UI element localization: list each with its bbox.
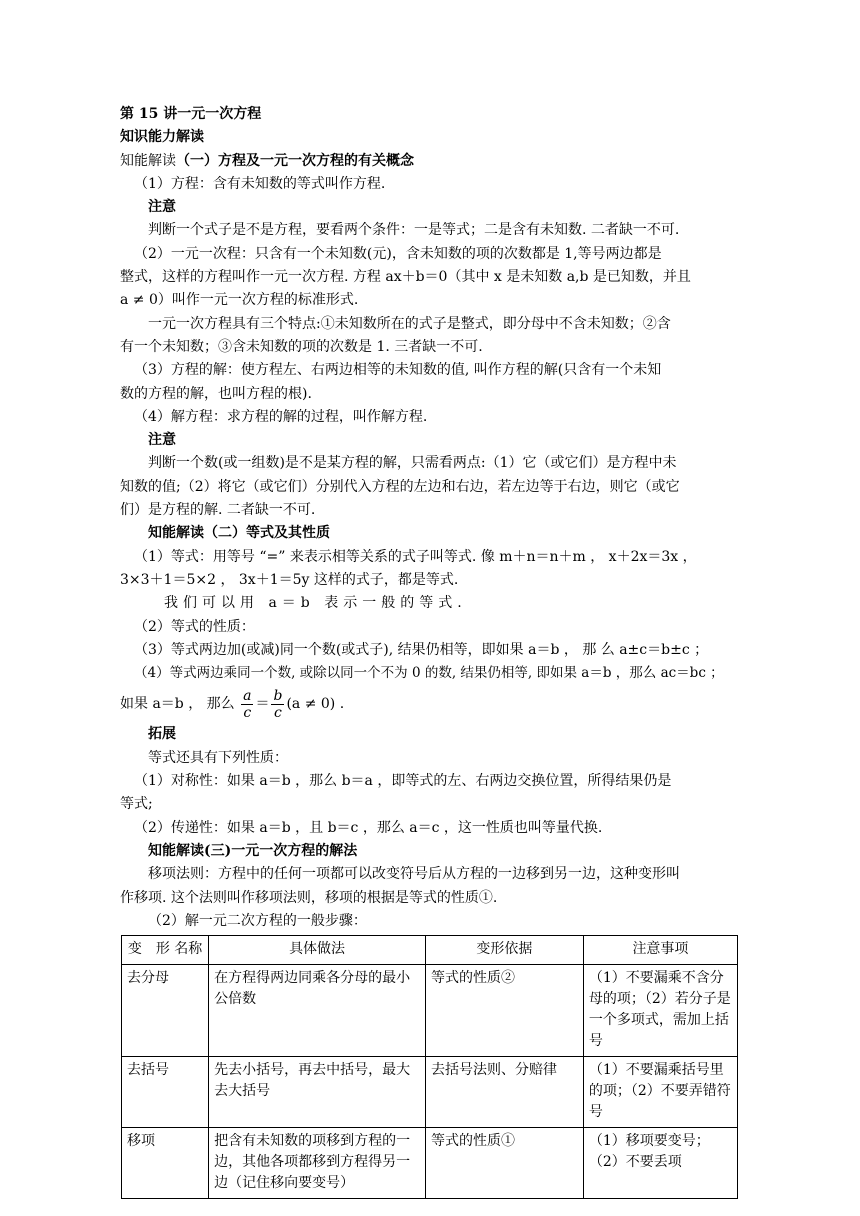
table-header-cell: 变 形 名称	[122, 936, 209, 965]
paragraph: 判断一个式子是不是方程，要看两个条件：一是等式；二是含有未知数. 二者缺一不可.	[148, 222, 680, 239]
paragraph: 等式还具有下列性质：	[148, 749, 288, 766]
fraction-b-over-c	[271, 688, 284, 721]
fraction-numerator: b	[273, 687, 283, 704]
paragraph: 一元一次方程具有三个特点:①未知数所在的式子是整式，即分母中不含未知数；②含	[148, 315, 671, 332]
table-cell-notes: （1）不要漏乘不含分母的项；（2）若分子是一个多项式，需加上括号	[583, 965, 737, 1057]
paragraph: 整式，这样的方程叫作一元一次方程. 方程 ax＋b＝0（其中 x 是未知数 a,b 是已知数，并且	[120, 269, 691, 286]
paragraph: （2）传递性：如果 a＝b ，且 b＝c ，那么 a＝c ，这一性质也叫等量代换.	[134, 819, 603, 836]
paragraph: 判断一个数(或一组数)是不是某方程的解，只需看两点:（1）它（或它们）是方程中未	[148, 455, 677, 472]
fraction-line-suffix: (a ≠ 0) .	[286, 696, 345, 713]
part2-heading: 知能解读（二）等式及其性质	[148, 525, 330, 542]
steps-table	[121, 935, 738, 1199]
extension-label: 拓展	[148, 726, 176, 743]
table-header-cell: 注意事项	[583, 936, 737, 965]
paragraph: （1）方程：含有未知数的等式叫作方程.	[134, 175, 386, 192]
table-row	[122, 1128, 738, 1199]
fraction-a-over-c	[241, 688, 253, 721]
paragraph: 有一个未知数；③含未知数的项的次数是 1. 三者缺一不可.	[120, 338, 483, 355]
equals-sign: ＝	[255, 696, 270, 713]
section-heading: 知识能力解读	[120, 129, 204, 146]
paragraph: （4）等式两边乘同一个数, 或除以同一个不为 0 的数, 结果仍相等, 即如果 a＝b ，那么 ac＝bc ；	[134, 665, 724, 682]
part3-heading: 知能解读(三)一元一次方程的解法	[148, 842, 358, 859]
paragraph: （3）方程的解：使方程左、右两边相等的未知数的值, 叫作方程的解(只含有一个未知	[134, 362, 662, 379]
paragraph: a ≠ 0）叫作一元一次方程的标准形式.	[120, 292, 359, 309]
table-row	[122, 1057, 738, 1128]
table-cell-method: 在方程得两边同乘各分母的最小公倍数	[209, 965, 426, 1057]
paragraph: （2）一元一次程：只含有一个未知数(元)，含未知数的项的次数都是 1,等号两边都是	[134, 245, 662, 262]
table-cell-method: 先去小括号，再去中括号，最大去大括号	[209, 1057, 426, 1128]
lesson-title: 第 15 讲一元一次方程	[120, 106, 262, 122]
table-cell-basis: 去括号法则、分赔律	[425, 1057, 583, 1128]
paragraph: 3×3＋1＝5×2 ， 3x＋1＝5y 这样的式子，都是等式.	[120, 571, 459, 588]
fraction-line	[120, 685, 738, 723]
paragraph: （4）解方程：求方程的解的过程，叫作解方程.	[134, 408, 428, 425]
fraction-numerator: a	[243, 687, 252, 704]
table-header-cell: 具体做法	[209, 936, 426, 965]
part1-heading	[120, 150, 738, 173]
note-label: 注意	[148, 432, 176, 449]
document-body	[120, 103, 738, 1199]
table-cell-notes: （1）不要漏乘括号里的项；（2）不要弄错符号	[583, 1057, 737, 1128]
note-label: 注意	[148, 199, 176, 216]
paragraph: 我们可以用 a＝b 表示一般的等式.	[164, 595, 467, 612]
part1-heading-prefix: 知能解读	[120, 152, 176, 169]
part1-heading-rest: （一）方程及一元一次方程的有关概念	[176, 152, 414, 169]
table-cell-notes: （1）移项要变号；（2）不要丢项	[583, 1128, 737, 1199]
fraction-line-prefix: 如果 a＝b ， 那么	[120, 696, 235, 713]
table-cell-name: 去分母	[122, 965, 209, 1057]
paragraph: 作移项. 这个法则叫作移项法则，移项的根据是等式的性质①.	[120, 889, 498, 906]
paragraph: （1）对称性：如果 a＝b ，那么 b＝a ，即等式的左、右两边交换位置，所得结果仍是	[134, 773, 672, 790]
paragraph: 知数的值;（2）将它（或它们）分别代入方程的左边和右边，若左边等于右边，则它（或它	[120, 478, 680, 495]
table-header-cell: 变形依据	[425, 936, 583, 965]
paragraph: （1）等式：用等号 “=” 来表示相等关系的式子叫等式. 像 m＋n＝n＋m ， x＋2x＝3x ，	[134, 548, 697, 565]
paragraph: 们）是方程的解. 二者缺一不可.	[120, 502, 316, 519]
table-cell-name: 去括号	[122, 1057, 209, 1128]
table-cell-name: 移项	[122, 1128, 209, 1199]
table-cell-basis: 等式的性质②	[425, 965, 583, 1057]
fraction-denominator: c	[274, 704, 282, 721]
paragraph: 移项法则：方程中的任何一项都可以改变符号后从方程的一边移到另一边，这种变形叫	[148, 866, 680, 883]
paragraph: （2）等式的性质：	[134, 618, 255, 635]
fraction-denominator: c	[243, 704, 252, 721]
table-cell-basis: 等式的性质①	[425, 1128, 583, 1199]
paragraph: 数的方程的解，也叫方程的根).	[120, 385, 312, 402]
paragraph: （3）等式两边加(或减)同一个数(或式子), 结果仍相等，即如果 a＝b ， 那 么 a±c＝b±c ；	[134, 641, 709, 658]
table-header-row	[122, 936, 738, 965]
table-row	[122, 965, 738, 1057]
table-cell-method: 把含有未知数的项移到方程的一边，其他各项都移到方程得另一边（记住移向要变号）	[209, 1128, 426, 1199]
paragraph: 等式;	[120, 796, 153, 813]
paragraph: （2）解一元二次方程的一般步骤：	[148, 912, 367, 929]
